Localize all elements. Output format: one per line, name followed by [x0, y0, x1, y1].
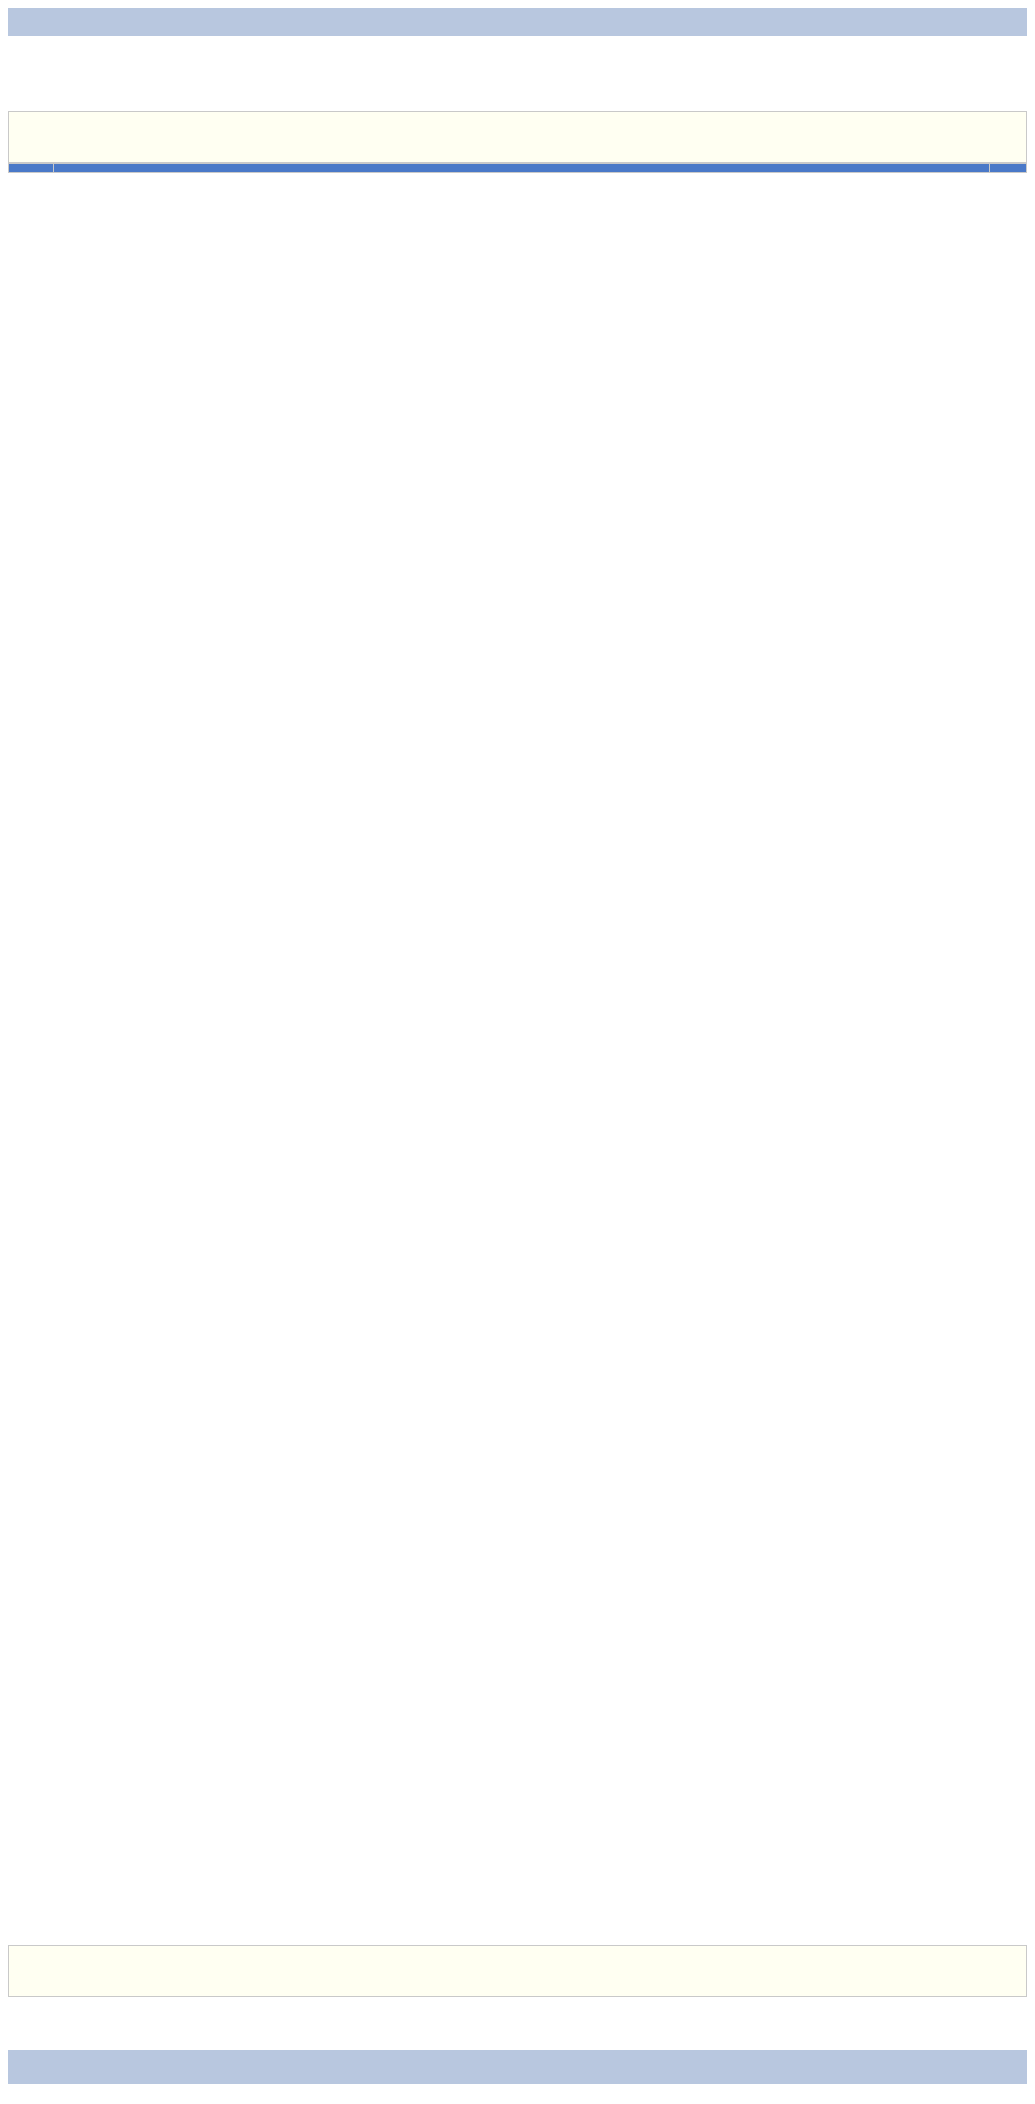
table-header-row [9, 164, 1027, 173]
page-info-bottom [8, 1945, 1027, 1997]
page-title [0, 60, 1035, 79]
ranking-table [8, 163, 1027, 173]
access-column-header [990, 164, 1027, 173]
rank-column-header [9, 164, 54, 173]
page-info-top [8, 111, 1027, 163]
title-column-header [54, 164, 990, 173]
footer-bar [8, 2050, 1027, 2084]
top-nav-bar [8, 8, 1027, 36]
